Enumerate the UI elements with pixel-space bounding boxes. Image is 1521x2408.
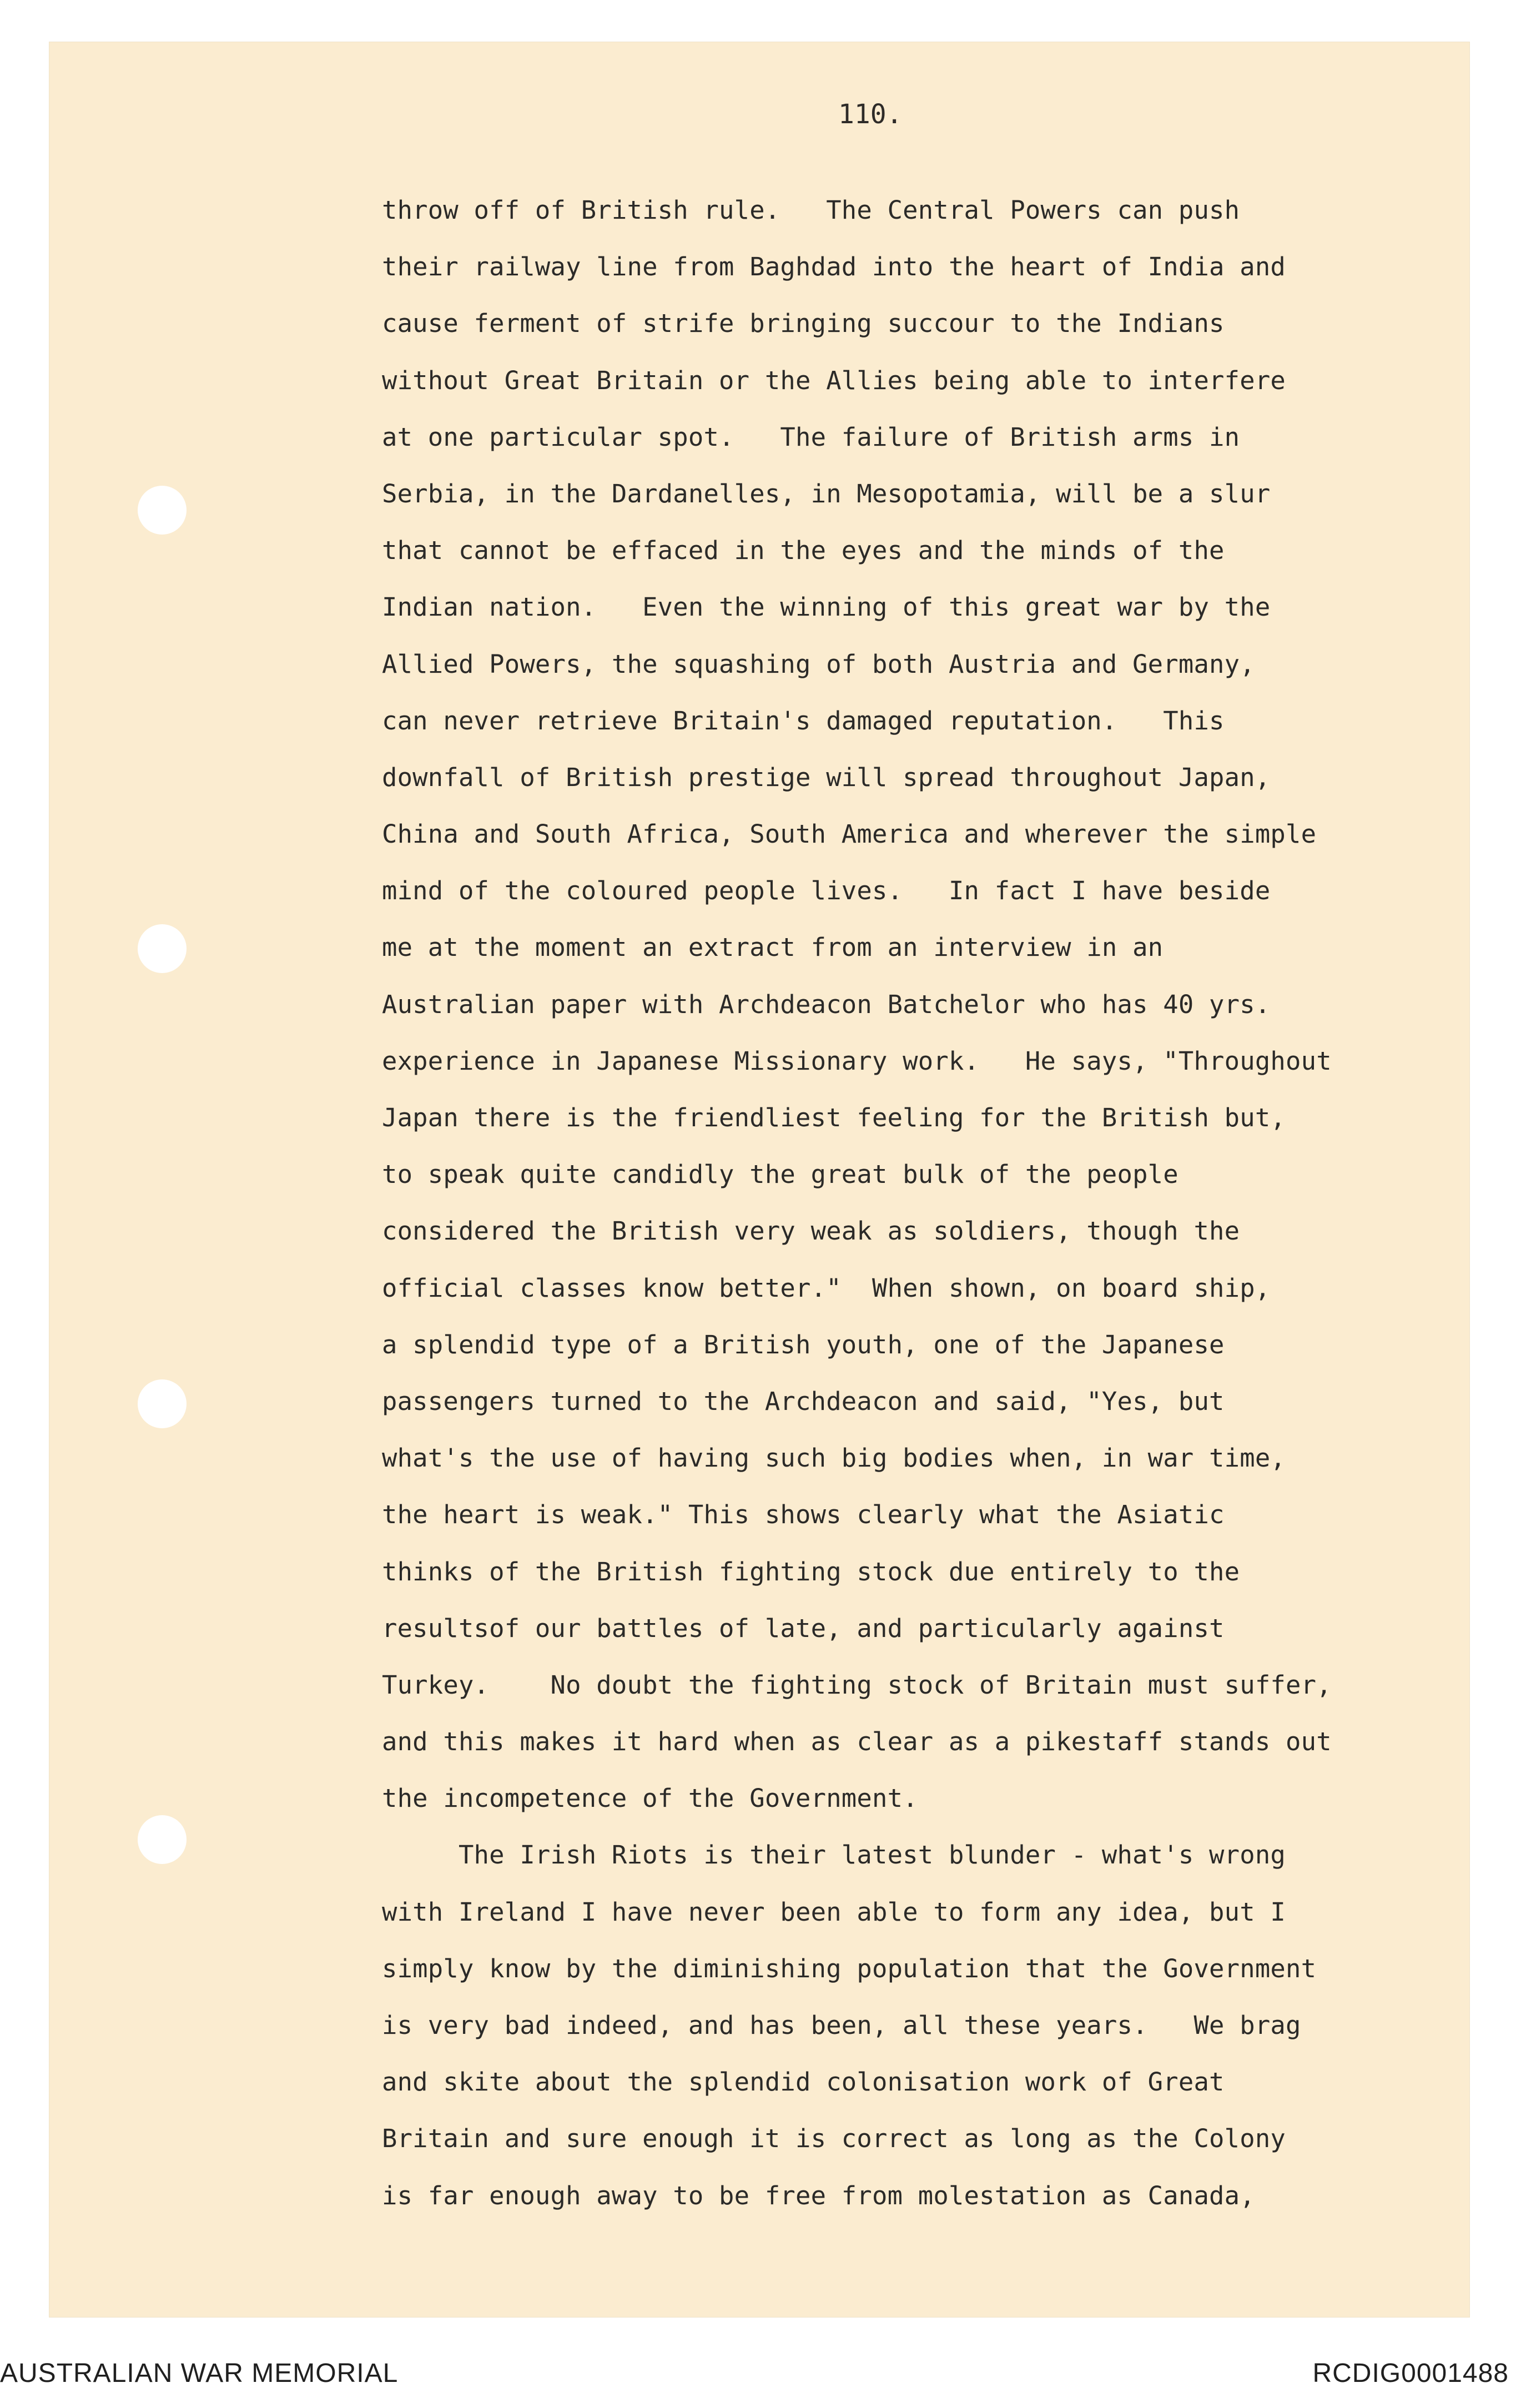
text-line: the incompetence of the Government. (382, 1784, 918, 1813)
text-line: a splendid type of a British youth, one of the Japanese (382, 1329, 1225, 1359)
text-line: is very bad indeed, and has been, all these years. We brag (382, 2011, 1301, 2040)
text-line: Japan there is the friendliest feeling for the British but, (382, 1103, 1286, 1132)
text-line: throw off of British rule. The Central Powers can push (382, 195, 1240, 225)
text-line: simply know by the diminishing population that the Government (382, 1953, 1317, 1983)
text-line: downfall of British prestige will spread throughout Japan, (382, 762, 1271, 792)
text-line: to speak quite candidly the great bulk of the people (382, 1160, 1178, 1190)
text-line: thinks of the British fighting stock due entirely to the (382, 1556, 1240, 1586)
typed-text-body (382, 182, 1459, 2224)
text-line: without Great Britain or the Allies being able to interfere (382, 365, 1286, 395)
text-line: their railway line from Baghdad into the heart of India and (382, 252, 1286, 282)
text-line: The Irish Riots is their latest blunder - what's wrong (382, 1840, 1286, 1870)
text-line: China and South Africa, South America and wherever the simple (382, 819, 1317, 849)
text-line: Britain and sure enough it is correct as long as the Colony (382, 2124, 1286, 2154)
text-line: cause ferment of strife bringing succour to the Indians (382, 309, 1225, 339)
text-line: experience in Japanese Missionary work. He says, "Throughout (382, 1046, 1332, 1076)
text-line: and this makes it hard when as clear as a pikestaff stands out (382, 1727, 1332, 1757)
text-line: passengers turned to the Archdeacon and said, "Yes, but (382, 1386, 1225, 1416)
text-line: the heart is weak." This shows clearly what the Asiatic (382, 1500, 1225, 1530)
punch-hole (138, 1815, 187, 1864)
punch-hole (138, 486, 187, 535)
punch-hole (138, 924, 187, 973)
text-line: that cannot be effaced in the eyes and the minds of the (382, 536, 1225, 566)
footer-institution: AUSTRALIAN WAR MEMORIAL (0, 2359, 399, 2388)
text-line: me at the moment an extract from an interview in an (382, 933, 1164, 963)
page-number: 110. (838, 99, 903, 130)
text-line: resultsof our battles of late, and particularly against (382, 1613, 1225, 1643)
text-line: Allied Powers, the squashing of both Austria and Germany, (382, 649, 1255, 679)
text-line: at one particular spot. The failure of British arms in (382, 422, 1240, 452)
text-line: with Ireland I have never been able to form any idea, but I (382, 1897, 1286, 1927)
text-line: can never retrieve Britain's damaged reputation. This (382, 706, 1225, 736)
text-line: official classes know better." When shown, on board ship, (382, 1273, 1271, 1303)
text-line: Serbia, in the Dardanelles, in Mesopotamia, will be a slur (382, 478, 1271, 508)
text-line: Turkey. No doubt the fighting stock of Britain must suffer, (382, 1670, 1332, 1700)
text-line: Indian nation. Even the winning of this great war by the (382, 592, 1271, 622)
text-line: and skite about the splendid colonisation work of Great (382, 2067, 1225, 2097)
punch-hole (138, 1379, 187, 1428)
text-line: Australian paper with Archdeacon Batchelor who has 40 yrs. (382, 989, 1271, 1019)
text-line: considered the British very weak as soldiers, though the (382, 1216, 1240, 1246)
text-line: is far enough away to be free from molestation as Canada, (382, 2180, 1255, 2210)
text-line: what's the use of having such big bodies when, in war time, (382, 1443, 1286, 1473)
text-line: mind of the coloured people lives. In fact I have beside (382, 876, 1271, 906)
footer-record-id: RCDIG0001488 (1312, 2359, 1509, 2388)
